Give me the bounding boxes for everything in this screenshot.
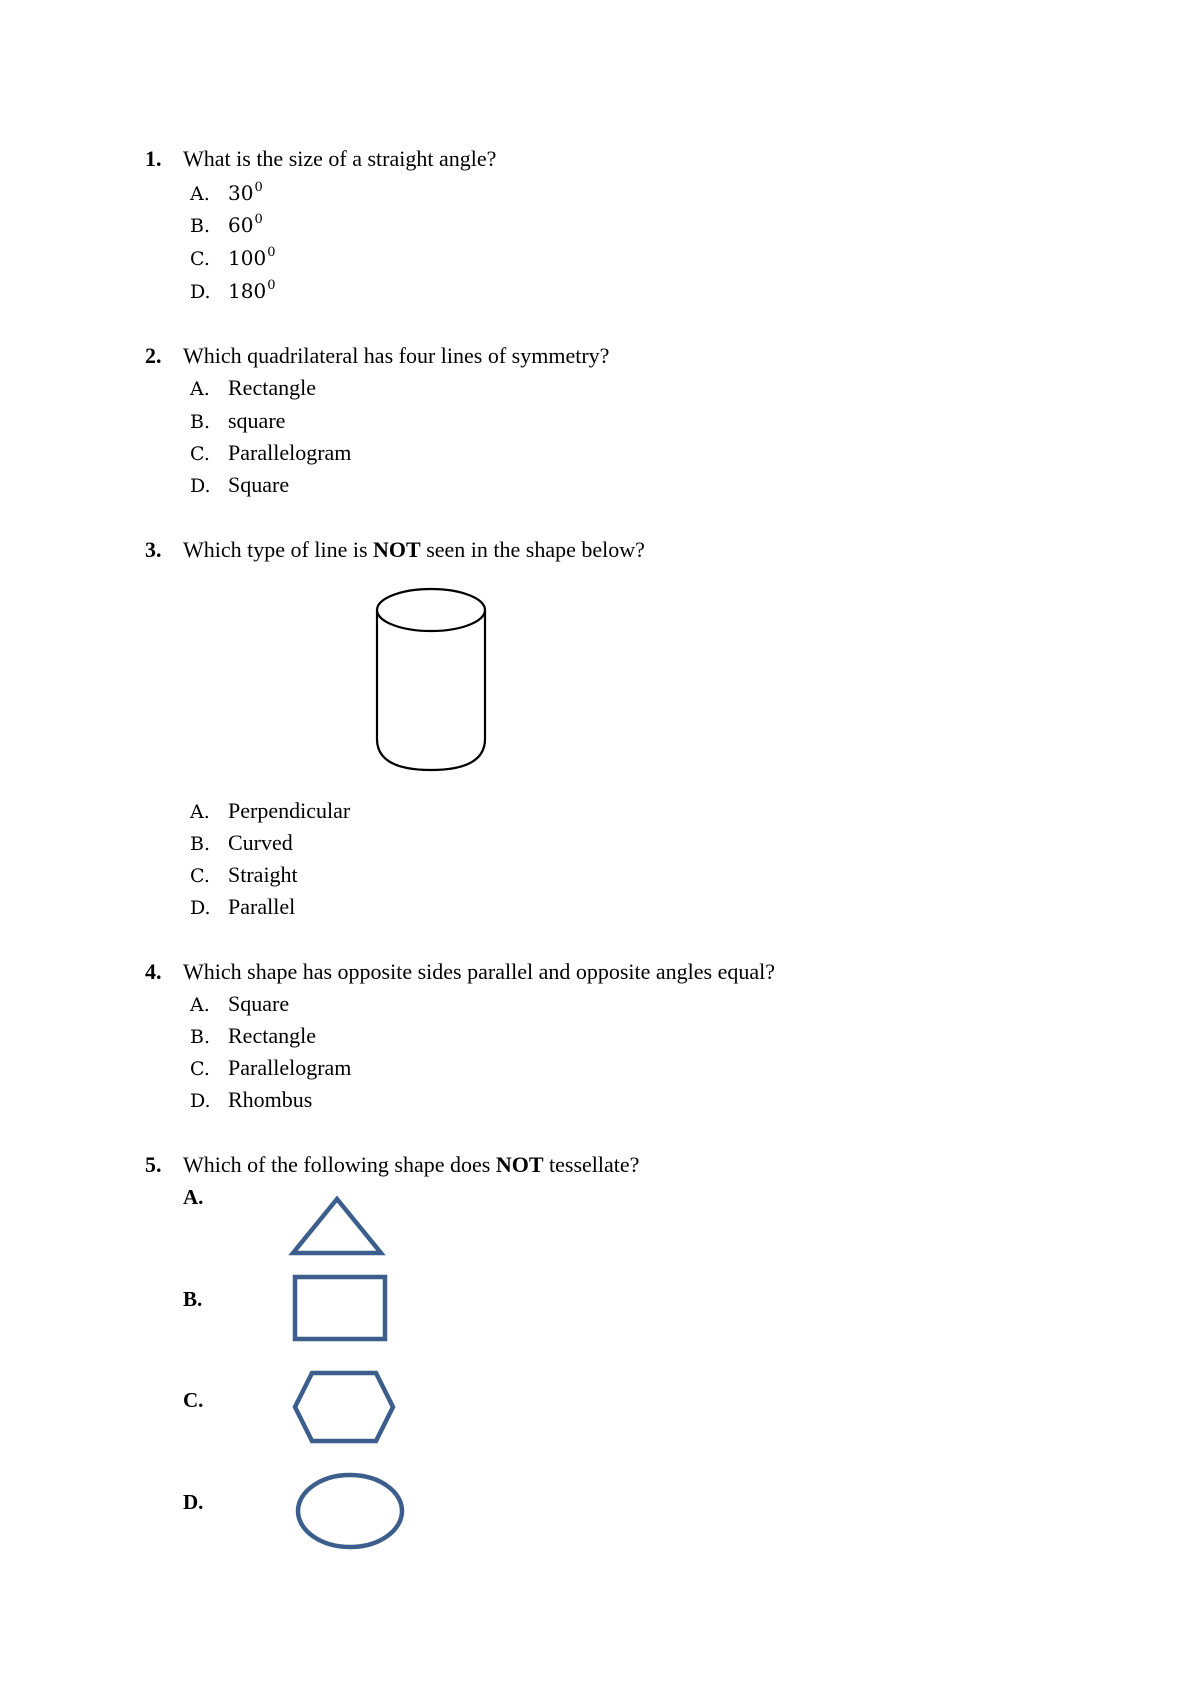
option-value: $30^0$	[228, 180, 263, 205]
question-4-option-c	[190, 1055, 351, 1081]
option-letter: A.	[190, 994, 210, 1016]
question-1-option-c	[190, 245, 275, 271]
option-value: Parallel	[228, 894, 296, 919]
question-4-option-a	[190, 991, 289, 1017]
question-1-option-a	[190, 180, 263, 206]
option-value: Rectangle	[228, 1023, 316, 1048]
option-letter: D.	[190, 475, 211, 497]
question-4-option-d	[190, 1087, 312, 1113]
question-2-text: Which quadrilateral has four lines of symmetry?	[183, 343, 610, 368]
question-5-option-c-letter: C.	[183, 1388, 204, 1412]
option-letter: C.	[190, 443, 210, 465]
question-4-text: Which shape has opposite sides parallel and opposite angles equal?	[183, 959, 775, 984]
rectangle-icon	[292, 1274, 388, 1342]
question-5-text: Which of the following shape does NOT tessellate?	[183, 1152, 640, 1177]
question-1-option-d	[190, 278, 275, 304]
option-letter: C.	[190, 248, 210, 270]
option-letter: A.	[190, 378, 210, 400]
question-5-option-b-letter: B.	[183, 1287, 203, 1311]
question-3-number: 3.	[145, 537, 162, 562]
option-value: $100^0$	[228, 245, 276, 270]
question-4-number: 4.	[145, 959, 162, 984]
question-4-option-b	[190, 1023, 316, 1049]
ellipse-icon	[294, 1471, 406, 1551]
question-2-number: 2.	[145, 343, 162, 368]
question-1-number: 1.	[145, 146, 162, 171]
option-value: Parallelogram	[228, 440, 352, 465]
question-2-option-b	[190, 408, 285, 434]
option-value: $180^0$	[228, 278, 276, 303]
question-3-option-a	[190, 798, 350, 824]
option-letter: A.	[190, 183, 210, 205]
question-3-option-b	[190, 830, 293, 856]
option-value: Straight	[228, 862, 298, 887]
option-value: Square	[228, 472, 290, 497]
option-value: Curved	[228, 830, 293, 855]
option-letter: A.	[190, 801, 210, 823]
option-value: Parallelogram	[228, 1055, 352, 1080]
cylinder-icon	[373, 587, 489, 773]
option-value: Rectangle	[228, 375, 316, 400]
option-letter: D.	[190, 897, 211, 919]
option-letter: C.	[190, 1058, 210, 1080]
question-5-number: 5.	[145, 1152, 162, 1177]
question-2-option-c	[190, 440, 351, 466]
option-letter: B.	[190, 833, 211, 855]
option-letter: C.	[190, 865, 210, 887]
question-2-option-a	[190, 375, 316, 401]
triangle-icon	[289, 1196, 385, 1256]
option-letter: B.	[190, 1026, 211, 1048]
question-1-text: What is the size of a straight angle?	[183, 146, 497, 171]
option-value: Square	[228, 991, 290, 1016]
question-5-option-a-letter: A.	[183, 1185, 204, 1209]
question-3-option-c	[190, 862, 298, 888]
question-1-option-b	[190, 212, 263, 238]
option-value: $60^0$	[228, 212, 263, 237]
option-letter: D.	[190, 281, 211, 303]
option-value: Rhombus	[228, 1087, 313, 1112]
question-3-text: Which type of line is NOT seen in the shape below?	[183, 537, 645, 562]
question-5-option-d-letter: D.	[183, 1490, 204, 1514]
option-value: square	[228, 408, 286, 433]
option-letter: D.	[190, 1090, 211, 1112]
hexagon-icon	[292, 1370, 396, 1444]
question-3-option-d	[190, 894, 295, 920]
question-2-option-d	[190, 472, 289, 498]
option-letter: B.	[190, 215, 211, 237]
option-letter: B.	[190, 411, 211, 433]
option-value: Perpendicular	[228, 798, 351, 823]
